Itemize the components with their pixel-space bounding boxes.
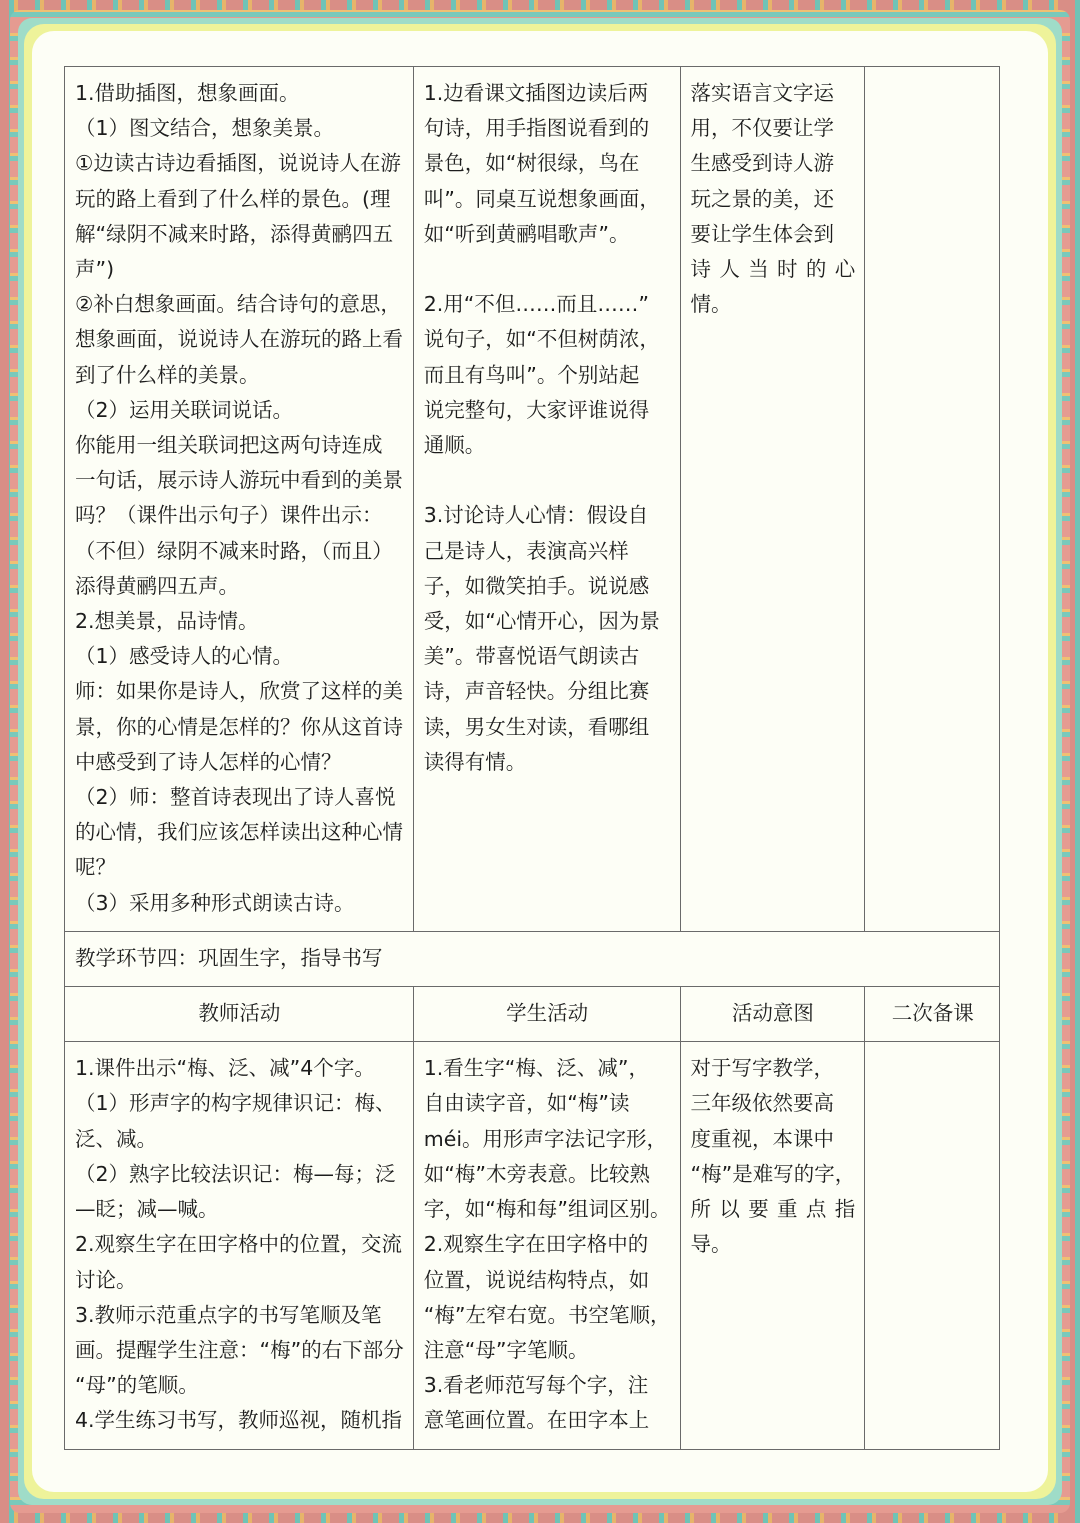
text-line: 美”。带喜悦语气朗读古 bbox=[423, 644, 640, 669]
text-line: ②补白想象画面。结合诗句的意思， bbox=[75, 292, 401, 317]
text-line: 诗，声音轻快。分组比赛 bbox=[423, 679, 650, 704]
student-activity-paragraph bbox=[424, 76, 671, 252]
text-line: 解“绿阴不减来时路，添得黄鹂四五 bbox=[75, 221, 394, 246]
text-line: 2.观察生字在田字格中的 bbox=[423, 1232, 649, 1257]
text-line: （1）感受诗人的心情。 bbox=[75, 644, 294, 669]
text-line: （2）师：整首诗表现出了诗人喜悦 bbox=[75, 785, 396, 810]
text-line: —眨；减—喊。 bbox=[75, 1197, 219, 1222]
text-line: 对于写字教学， bbox=[690, 1056, 834, 1081]
text-line: 落实语言文字运 bbox=[690, 81, 834, 105]
text-line: （1）图文结合，想象美景。 bbox=[75, 116, 335, 141]
teacher-activity-text bbox=[75, 1051, 404, 1438]
text-line: 师：如果你是诗人，欣赏了这样的美 bbox=[75, 679, 403, 704]
paragraph-gap bbox=[424, 252, 671, 287]
text-line: 生感受到诗人游 bbox=[690, 151, 834, 176]
text-line: 要让学生体会到 bbox=[690, 221, 834, 246]
text-line: 讨论。 bbox=[75, 1267, 137, 1292]
teacher-activity-cell bbox=[65, 67, 414, 932]
text-line: 诗人当时的心 bbox=[690, 257, 856, 282]
student-activity-paragraph bbox=[424, 498, 671, 780]
text-line: 2.用“不但……而且……” bbox=[423, 292, 650, 317]
paragraph-gap bbox=[424, 463, 671, 498]
text-line: 吗？（课件出示句子）课件出示： bbox=[75, 503, 383, 528]
text-line: （3）采用多种形式朗读古诗。 bbox=[75, 890, 355, 915]
text-line: 泛、减。 bbox=[75, 1126, 157, 1151]
text-line: 说完整句，大家评谁说得 bbox=[423, 397, 650, 422]
text-line: méi。用形声字法记字形， bbox=[423, 1126, 668, 1151]
text-line: 画。提醒学生注意：“梅”的右下部分 bbox=[75, 1337, 404, 1362]
text-line: 子，如微笑拍手。说说感 bbox=[423, 573, 650, 598]
section-title-row bbox=[65, 931, 1000, 986]
text-line: 己是诗人，表演高兴样 bbox=[423, 538, 629, 563]
secondary-prep-cell bbox=[865, 67, 1000, 932]
text-line: 导。 bbox=[690, 1232, 732, 1257]
header-row bbox=[65, 987, 1000, 1042]
section-title: 教学环节四：巩固生字，指导书写 bbox=[65, 931, 1000, 986]
text-line: 意笔画位置。在田字本上 bbox=[423, 1408, 650, 1433]
student-activity-paragraph bbox=[424, 287, 671, 463]
text-line: 景，你的心情是怎样的？你从这首诗 bbox=[75, 714, 403, 739]
text-line: 句诗，用手指图说看到的 bbox=[423, 116, 650, 141]
text-line: 1.课件出示“梅、泛、减”4个字。 bbox=[75, 1056, 375, 1081]
text-line: 1.借助插图，想象画面。 bbox=[75, 81, 300, 105]
text-line: 想象画面，说说诗人在游玩的路上看 bbox=[75, 327, 403, 352]
activity-intent-text bbox=[691, 76, 856, 322]
text-line: ①边读古诗边看插图，说说诗人在游 bbox=[75, 151, 401, 176]
student-activity-cell bbox=[413, 1042, 680, 1449]
teacher-activity-text bbox=[75, 76, 404, 921]
text-line: （不但）绿阴不减来时路，（而且） bbox=[75, 538, 393, 563]
activity-intent-cell bbox=[680, 1042, 865, 1449]
text-line: （2）运用关联词说话。 bbox=[75, 397, 294, 422]
table-row bbox=[65, 67, 1000, 932]
text-line: 玩之景的美，还 bbox=[690, 186, 834, 211]
text-line: 所以要重点指 bbox=[690, 1197, 856, 1222]
text-line: 添得黄鹂四五声。 bbox=[75, 573, 239, 598]
header-student-activity: 学生活动 bbox=[413, 987, 680, 1042]
text-line: 1.看生字“梅、泛、减”， bbox=[423, 1056, 650, 1081]
text-line: 读得有情。 bbox=[423, 749, 527, 774]
text-line: 通顺。 bbox=[423, 433, 486, 458]
text-line: 注意“母”字笔顺。 bbox=[423, 1337, 589, 1362]
text-line: 4.学生练习书写，教师巡视，随机指 bbox=[75, 1408, 403, 1433]
header-teacher-activity: 教师活动 bbox=[65, 987, 414, 1042]
text-line: 3.讨论诗人心情：假设自 bbox=[423, 503, 649, 528]
teacher-activity-cell bbox=[65, 1042, 414, 1449]
text-line: 说句子，如“不但树荫浓， bbox=[423, 327, 660, 352]
text-line: 你能用一组关联词把这两句诗连成 bbox=[75, 433, 383, 458]
header-activity-intent: 活动意图 bbox=[680, 987, 865, 1042]
text-line: 到了什么样的美景。 bbox=[75, 362, 260, 387]
lesson-plan-table bbox=[64, 66, 1000, 1450]
text-line: 如“听到黄鹂唱歌声”。 bbox=[423, 221, 630, 246]
text-line: “梅”左窄右宽。书空笔顺， bbox=[423, 1302, 671, 1327]
text-line: 一句话，展示诗人游玩中看到的美景 bbox=[75, 468, 403, 493]
student-activity-cell bbox=[413, 67, 680, 932]
activity-intent-cell bbox=[680, 67, 865, 932]
text-line: 位置，说说结构特点，如 bbox=[423, 1267, 650, 1292]
text-line: 用，不仅要让学 bbox=[690, 116, 834, 141]
text-line: （1）形声字的构字规律识记：梅、 bbox=[75, 1091, 396, 1116]
table-row bbox=[65, 1042, 1000, 1449]
text-line: 读，男女生对读，看哪组 bbox=[423, 714, 650, 739]
header-secondary-prep: 二次备课 bbox=[865, 987, 1000, 1042]
text-line: 叫”。同桌互说想象画面， bbox=[423, 186, 660, 211]
text-line: 度重视，本课中 bbox=[690, 1126, 834, 1151]
student-activity-text bbox=[424, 1051, 671, 1438]
text-line: 景色，如“树很绿，鸟在 bbox=[423, 151, 640, 176]
text-line: 玩的路上看到了什么样的景色。(理 bbox=[75, 186, 391, 211]
text-line: 自由读字音，如“梅”读 bbox=[423, 1091, 630, 1116]
text-line: 而且有鸟叫”。个别站起 bbox=[423, 362, 640, 387]
text-line: 字，如“梅和每”组词区别。 bbox=[423, 1197, 671, 1222]
text-line: “梅”是难写的字， bbox=[690, 1161, 856, 1186]
text-line: 呢？ bbox=[75, 855, 116, 880]
text-line: 情。 bbox=[690, 292, 732, 317]
text-line: 1.边看课文插图边读后两 bbox=[423, 81, 649, 105]
text-line: 声”) bbox=[75, 257, 115, 282]
text-line: （2）熟字比较法识记：梅—每；泛 bbox=[75, 1161, 396, 1186]
text-line: 中感受到了诗人怎样的心情？ bbox=[75, 749, 342, 774]
activity-intent-text bbox=[691, 1051, 856, 1262]
text-line: 如“梅”木旁表意。比较熟 bbox=[423, 1161, 650, 1186]
text-line: 3.看老师范写每个字，注 bbox=[423, 1373, 649, 1398]
text-line: 3.教师示范重点字的书写笔顺及笔 bbox=[75, 1302, 382, 1327]
text-line: 2.观察生字在田字格中的位置，交流 bbox=[75, 1232, 403, 1257]
secondary-prep-cell bbox=[865, 1042, 1000, 1449]
text-line: 受，如“心情开心，因为景 bbox=[423, 609, 660, 634]
text-line: 的心情，我们应该怎样读出这种心情 bbox=[75, 820, 403, 845]
text-line: 2.想美景，品诗情。 bbox=[75, 609, 259, 634]
text-line: 三年级依然要高 bbox=[690, 1091, 834, 1116]
text-line: “母”的笔顺。 bbox=[75, 1373, 199, 1398]
